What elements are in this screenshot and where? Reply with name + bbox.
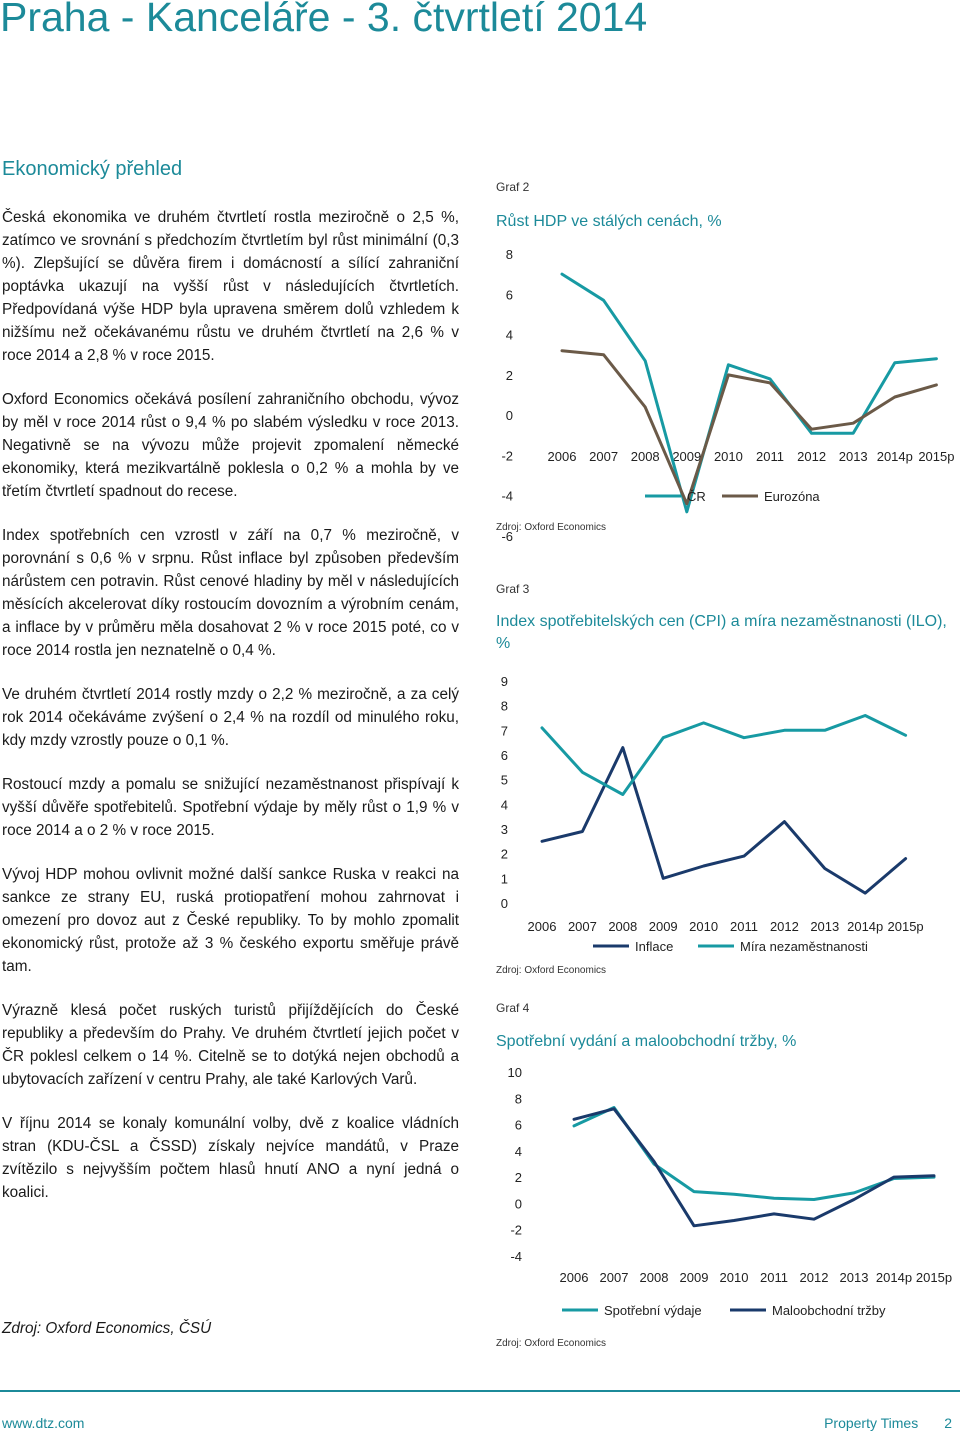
x-tick-label: 2012 [769,919,799,934]
y-tick-label: 6 [500,748,508,763]
x-tick-label: 2006 [527,919,557,934]
article-source-note: Zdroj: Oxford Economics, ČSÚ [2,1320,212,1337]
x-tick-label: 2011 [756,449,784,464]
x-tick-label: 2007 [589,449,619,464]
x-tick-label: 2011 [760,1270,788,1285]
legend-label: Míra nezaměstnanosti [740,939,868,954]
legend-label: ČR [687,489,706,504]
publication-name: Property Times [824,1415,919,1431]
y-tick-label: 2 [505,367,513,383]
chart-panel-cpi [488,572,960,984]
y-tick-label: 5 [500,772,508,788]
x-tick-label: 2010 [713,449,743,464]
y-tick-label: 0 [500,896,508,911]
x-tick-label: 2011 [730,919,758,934]
x-tick-label: 2012 [797,449,827,464]
chart-consumption [488,1060,960,1320]
legend-label: Eurozóna [764,489,820,504]
paragraph-exports: Oxford Economics očekává posílení zahraničního obchodu, vývoz by měl v roce 2014 růst o 9,4 % po slabém výsledku v roce 2013. Negativně se na vývozu může projevit zpomalení německé ekonomiky, která mezikvartálně poklesla o 0,2 % a mohla by ve třetím čtvrtletí spadnout do recese. [2,391,459,500]
chart-source: Zdroj: Oxford Economics [496,965,607,976]
chart-number-label: Graf 2 [496,180,530,194]
y-tick-label: 2 [500,846,508,862]
legend-label: Inflace [635,939,674,954]
chart-panel-gdp [488,170,960,550]
chart-cpi [488,668,960,960]
x-tick-label: 2007 [599,1270,629,1285]
x-tick-label: 2013 [838,449,868,464]
y-tick-label: 4 [505,327,513,343]
x-tick-label: 2008 [639,1270,669,1285]
series-line-inflace [542,748,906,894]
page-number: 2 [944,1415,952,1431]
x-tick-label: 2009 [672,449,702,464]
y-tick-label: 1 [500,871,508,887]
x-tick-label: 2014p [875,1270,913,1285]
x-tick-label: 2009 [679,1270,709,1285]
chart-source: Zdroj: Oxford Economics [496,522,607,533]
y-tick-label: -2 [510,1222,522,1238]
y-tick-label: -2 [501,448,513,464]
chart-title: Index spotřebitelských cen (CPI) a míra nezaměstnanosti (ILO), % [496,613,947,652]
legend-label: Spotřební výdaje [604,1303,702,1318]
y-tick-label: 4 [500,797,508,813]
y-tick-label: 7 [500,723,508,739]
y-tick-label: 3 [500,822,508,837]
x-tick-label: 2006 [547,449,577,464]
paragraph-tourism: Výrazně klesá počet ruských turistů přijíždějících do České republiky a především do Prahy. Ve druhém čtvrtletí jejich počet v ČR poklesl celkem o 14 %. Citelně se to dotýká nejen obchodů a ubytovacích zařízení v centru Prahy, ale také Karlových Varů. [2,1002,459,1088]
y-tick-label: 8 [505,247,513,262]
x-tick-label: 2012 [799,1270,829,1285]
chart-title: Růst HDP ve stálých cenách, % [496,213,722,230]
x-tick-label: 2013 [810,919,840,934]
chart-source: Zdroj: Oxford Economics [496,1338,607,1349]
x-tick-label: 2015p [887,919,924,934]
y-tick-label: -6 [501,529,513,544]
paragraph-inflation: Index spotřebních cen vzrostl v září na 0,7 % meziročně, v porovnání s 0,6 % v srpnu. Růst inflace byl způsoben především nárůstem cen potravin. Růst cenové hladiny by měl v následujících měsících akcelerovat díky rostoucím dovozním a výrobním cenám, a inflace by v průměru měla dosahovat 2 % v roce 2015 poté, co v roce 2014 rostla jen neznatelně o 0,4 %. [2,527,459,659]
chart-panel-consumption [488,992,960,1354]
paragraph-wages: Ve druhém čtvrtletí 2014 rostly mzdy o 2,2 % meziročně, a za celý rok 2014 očekáváme zvýšení o 2,4 % na rozdíl od minulého roku, kdy mzdy vzrostly pouze o 0,1 %. [2,686,459,749]
legend-label: Maloobchodní tržby [772,1303,886,1318]
chart-title: Spotřební vydání a maloobchodní tržby, % [496,1033,797,1050]
page-title: Praha - Kanceláře - 3. čtvrtletí 2014 [0,0,648,40]
y-tick-label: -4 [501,488,513,504]
x-tick-label: 2008 [608,919,638,934]
y-tick-label: 8 [500,698,508,714]
article-body [2,206,459,1204]
y-tick-label: -4 [510,1249,522,1264]
paragraph-gdp: Česká ekonomika ve druhém čtvrtletí rostla meziročně o 2,5 %, zatímco ve srovnání s předchozím čtvrtletím byl růst minimální (0,3 %). Zlepšující se důvěra firem i domácností a sílící zahraniční poptávka ukazují na vyšší růst v následujících čtvrtletích. Předpovídaná výše HDP byla upravena směrem dolů vzhledem k nižšímu než očekávanému růstu ve druhém čtvrtletí na 2,6 % v roce 2014 a 2,8 % v roce 2015. [2,209,459,364]
y-tick-label: 4 [514,1143,522,1159]
series-line-cr [562,274,936,512]
footer-website-link[interactable]: www.dtz.com [2,1415,85,1431]
x-tick-label: 2009 [648,919,678,934]
footer-divider [0,1390,960,1392]
chart-number-label: Graf 4 [496,1001,530,1015]
paragraph-sanctions: Vývoj HDP mohou ovlivnit možné další sankce Ruska v reakci na sankce ze strany EU, ruská protiopatření mohou zahrnovat i omezení pro dovoz aut z České republiky. To by mohlo zpomalit ekonomický růst, protože až 3 % českého exportu směřuje právě tam. [2,866,459,975]
chart-number-label: Graf 3 [496,582,530,596]
y-tick-label: 10 [507,1065,522,1080]
section-heading: Ekonomický přehled [2,158,183,180]
series-line-mira-nezamestnanosti [542,716,906,795]
y-tick-label: 8 [514,1091,522,1107]
y-tick-label: 2 [514,1170,522,1186]
series-line-eurozona [562,351,936,504]
y-tick-label: 0 [505,408,513,424]
x-tick-label: 2013 [839,1270,869,1285]
x-tick-label: 2014p [876,449,913,464]
y-tick-label: 6 [514,1117,522,1133]
y-tick-label: 0 [514,1196,522,1212]
x-tick-label: 2007 [567,919,597,934]
x-tick-label: 2008 [630,449,660,464]
x-tick-label: 2015p [915,1270,953,1285]
paragraph-consumption: Rostoucí mzdy a pomalu se snižující nezaměstnanost přispívají k vyšší důvěře spotřebitelů. Spotřební výdaje by měly růst o 1,9 % v roce 2014 a o 2 % v roce 2015. [2,776,459,839]
y-tick-label: 6 [505,287,513,303]
series-line-maloobchodni-trzby [574,1109,934,1226]
x-tick-label: 2010 [719,1270,749,1285]
x-tick-label: 2015p [918,449,955,464]
x-tick-label: 2010 [689,919,719,934]
x-tick-label: 2014p [847,919,884,934]
paragraph-elections: V říjnu 2014 se konaly komunální volby, dvě z koalice vládních stran (KDU-ČSL a ČSSD) získaly nejvíce mandátů, v Praze zvítězilo s nejvyšším počtem hlasů hnutí ANO a nyní jedná o koalici. [2,1115,459,1201]
footer-publication [824,1415,952,1431]
x-tick-label: 2006 [559,1270,589,1285]
y-tick-label: 9 [500,674,508,689]
